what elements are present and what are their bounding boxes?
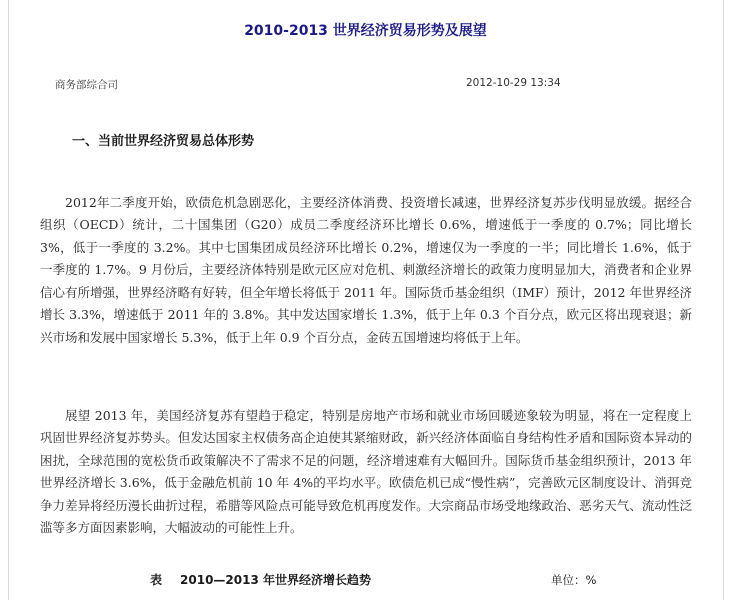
table-label: 表 (150, 573, 163, 587)
paragraph-current-situation: 2012年二季度开始，欧债危机急剧恶化，主要经济体消费、投资增长减速，世界经济复苏步伐明显放缓。据经合组织（OECD）统计，二十国集团（G20）成员二季度经济环比增长 0.6%，增速低于一季度的 0.7%；同比增长 3%，低于一季度的 3.2%。其中七国集团成员经济环比增长 0.2%，增速仅为一季度的一半；同比增长 1.6%，低于一季度的 1.7%。9 月份后，主要经济体特别是欧元区应对危机、刺激经济增长的政策力度明显加大，消费者和企业界信心有所增强，世界经济略有好转，但全年增长将低于 2011 年。国际货币基金组织（IMF）预计，2012 年世界经济增长 3.3%，增速低于 2011 年的 3.8%。其中发达国家增长 1.3%，低于上年 0.3 个百分点，欧元区将出现衰退；新兴市场和发展中国家增长 5.3%，低于上年 0.9 个百分点，金砖五国增速均将低于上年。 (40, 194, 692, 345)
table-caption (150, 571, 371, 588)
document-date: 2012-10-29 13:34 (466, 77, 561, 89)
table-title: 2010—2013 年世界经济增长趋势 (180, 573, 371, 587)
document-title: 2010-2013 世界经济贸易形势及展望 (244, 23, 487, 39)
section-heading: 一、当前世界经济贸易总体形势 (72, 134, 255, 149)
document-source: 商务部综合司 (55, 79, 118, 91)
table-unit: 单位：% (551, 573, 597, 587)
page-left-border (8, 0, 9, 600)
paragraph-outlook-2013: 展望 2013 年，美国经济复苏有望趋于稳定，特别是房地产市场和就业市场回暖迹象较为明显，将在一定程度上巩固世界经济复苏势头。但发达国家主权债务高企迫使其紧缩财政，新兴经济体面临自身结构性矛盾和国际资本异动的困扰，全球范围的宽松货币政策解决不了需求不足的问题，经济增速难有大幅回升。国际货币基金组织预计，2013 年世界经济增长 3.6%，低于金融危机前 10 年 4%的平均水平。欧债危机已成“慢性病”，完善欧元区制度设计、消弭竞争力差异将经历漫长曲折过程，希腊等风险点可能导致危机再度发作。大宗商品市场受地缘政治、恶劣天气、流动性泛滥等多方面因素影响，大幅波动的可能性上升。 (40, 407, 692, 535)
page-right-border (723, 0, 724, 600)
